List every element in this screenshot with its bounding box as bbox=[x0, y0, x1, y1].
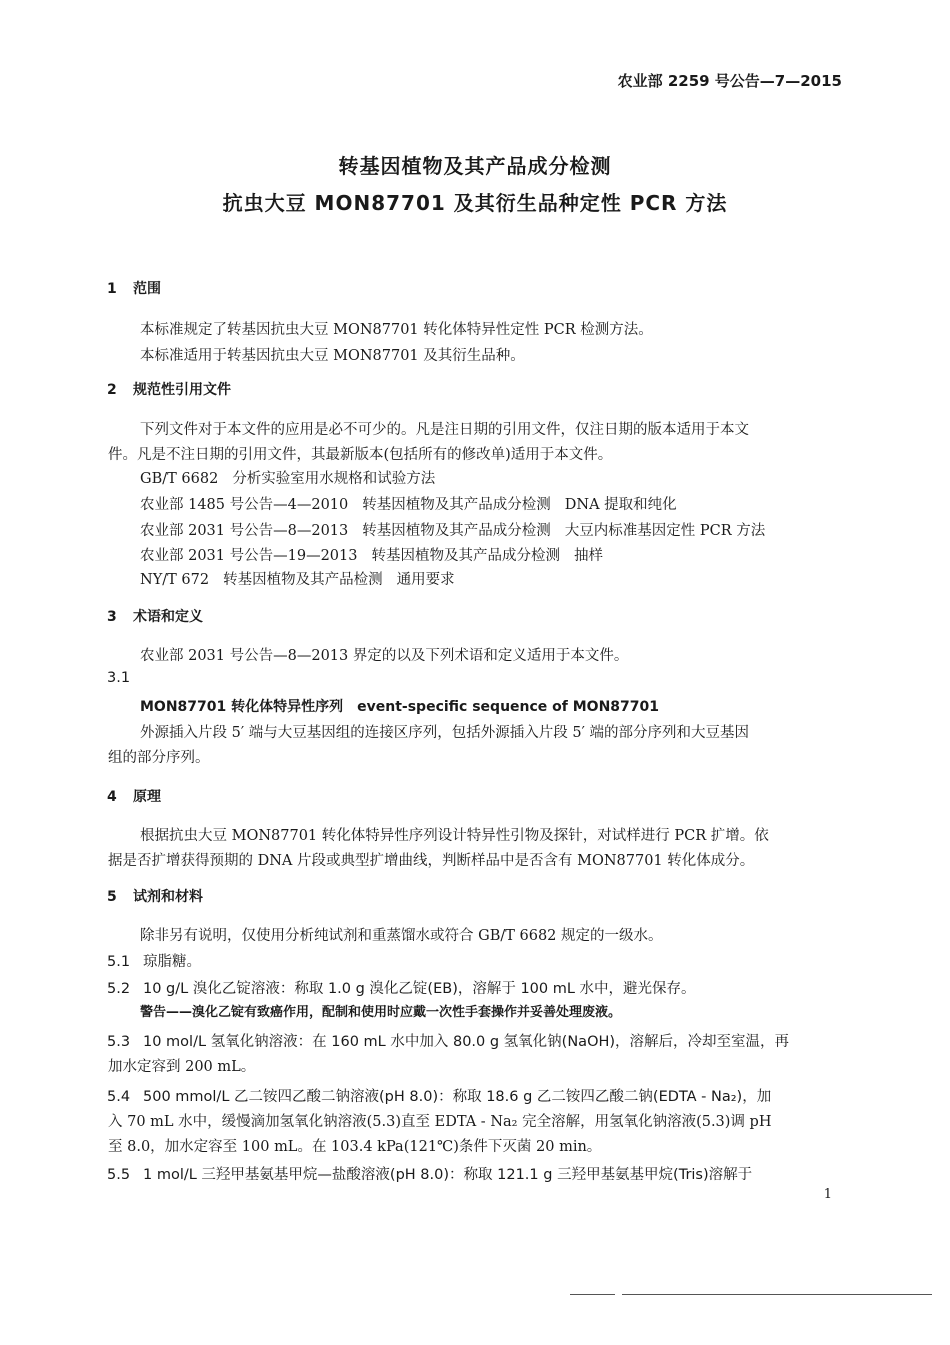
item-text: 10 g/L 溴化乙锭溶液：称取 1.0 g 溴化乙锭(EB)，溶解于 100 mL 水中，避光保存。 bbox=[143, 981, 696, 997]
reference-item bbox=[140, 493, 677, 514]
reference-code: NY/T 672 bbox=[140, 572, 210, 588]
paragraph: 据是否扩增获得预期的 DNA 片段或典型扩增曲线，判断样品中是否含有 MON87701 转化体成分。 bbox=[108, 853, 755, 869]
section-2-heading bbox=[107, 379, 231, 399]
paragraph: 件。凡是不注日期的引用文件，其最新版本(包括所有的修改单)适用于本文件。 bbox=[108, 447, 613, 463]
reference-subtitle: 抽样 bbox=[573, 548, 603, 564]
item-number: 5.2 bbox=[107, 981, 131, 997]
reagent-item bbox=[107, 1085, 771, 1106]
paragraph: 根据抗虫大豆 MON87701 转化体特异性序列设计特异性引物及探针，对试样进行 PCR 扩增。依 bbox=[140, 828, 769, 844]
section-3-heading bbox=[107, 606, 203, 626]
paragraph: 除非另有说明，仅使用分析纯试剂和重蒸馏水或符合 GB/T 6682 规定的一级水。 bbox=[140, 928, 663, 944]
page-number: 1 bbox=[823, 1187, 832, 1202]
item-number: 5.3 bbox=[107, 1034, 131, 1050]
reference-code: 农业部 2031 号公告—8—2013 bbox=[140, 523, 349, 539]
definition-text: 组的部分序列。 bbox=[108, 750, 210, 766]
section-number: 4 bbox=[107, 789, 117, 805]
footer-rule bbox=[622, 1294, 932, 1295]
term-english: event-specific sequence of MON87701 bbox=[357, 699, 660, 715]
item-text: 500 mmol/L 乙二铵四乙酸二钠溶液(pH 8.0)：称取 18.6 g 乙二铵四乙酸二钠(EDTA - Na₂)，加 bbox=[143, 1089, 772, 1105]
reference-title: 转基因植物及其产品成分检测 bbox=[362, 523, 551, 539]
reference-item bbox=[140, 544, 603, 565]
reference-subtitle: DNA 提取和纯化 bbox=[564, 497, 677, 513]
section-1-heading bbox=[107, 278, 161, 298]
reagent-item bbox=[107, 977, 696, 998]
subsection-number: 3.1 bbox=[107, 670, 131, 686]
item-text-continued: 至 8.0，加水定容至 100 mL。在 103.4 kPa(121℃)条件下灭菌 20 min。 bbox=[108, 1139, 602, 1155]
document-code: 农业部 2259 号公告—7—2015 bbox=[617, 72, 842, 90]
warning-note: 警告——溴化乙锭有致癌作用，配制和使用时应戴一次性手套操作并妥善处理废液。 bbox=[140, 1005, 622, 1020]
item-text-continued: 入 70 mL 水中，缓慢滴加氢氧化钠溶液(5.3)直至 EDTA - Na₂ 完全溶解，用氢氧化钠溶液(5.3)调 pH bbox=[108, 1114, 772, 1130]
item-number: 5.4 bbox=[107, 1089, 131, 1105]
term-heading bbox=[140, 696, 659, 716]
section-title: 术语和定义 bbox=[133, 609, 203, 625]
definition-text: 外源插入片段 5′ 端与大豆基因组的连接区序列，包括外源插入片段 5′ 端的部分序列和大豆基因 bbox=[140, 725, 749, 741]
section-number: 5 bbox=[107, 889, 117, 905]
section-number: 1 bbox=[107, 281, 117, 297]
item-text: 10 mol/L 氢氧化钠溶液：在 160 mL 水中加入 80.0 g 氢氧化钠(NaOH)，溶解后，冷却至室温，再 bbox=[143, 1034, 790, 1050]
paragraph: 下列文件对于本文件的应用是必不可少的。凡是注日期的引用文件，仅注日期的版本适用于本文 bbox=[140, 422, 749, 438]
item-text: 琼脂糖。 bbox=[143, 954, 201, 970]
section-title: 原理 bbox=[133, 789, 161, 805]
item-number: 5.5 bbox=[107, 1167, 131, 1183]
reference-item bbox=[140, 519, 765, 540]
section-title: 试剂和材料 bbox=[133, 889, 203, 905]
reference-subtitle: 通用要求 bbox=[396, 572, 455, 588]
item-number: 5.1 bbox=[107, 954, 131, 970]
reagent-item bbox=[107, 1163, 752, 1184]
reference-title: 转基因植物及其产品检测 bbox=[223, 572, 383, 588]
section-title: 范围 bbox=[133, 281, 161, 297]
reference-code: GB/T 6682 bbox=[140, 471, 219, 487]
reagent-item bbox=[107, 1030, 789, 1051]
term-chinese: MON87701 转化体特异性序列 bbox=[140, 699, 344, 715]
paragraph: 农业部 2031 号公告—8—2013 界定的以及下列术语和定义适用于本文件。 bbox=[140, 648, 629, 664]
reference-title: 转基因植物及其产品成分检测 bbox=[371, 548, 560, 564]
reference-code: 农业部 2031 号公告—19—2013 bbox=[140, 548, 358, 564]
reference-code: 农业部 1485 号公告—4—2010 bbox=[140, 497, 349, 513]
reference-item bbox=[140, 568, 455, 589]
section-number: 3 bbox=[107, 609, 117, 625]
reference-title: 转基因植物及其产品成分检测 bbox=[362, 497, 551, 513]
reference-title: 分析实验室用水规格和试验方法 bbox=[232, 471, 436, 487]
footer-rule bbox=[570, 1294, 615, 1295]
title-line-1: 转基因植物及其产品成分检测 bbox=[338, 154, 612, 178]
item-text: 1 mol/L 三羟甲基氨基甲烷—盐酸溶液(pH 8.0)：称取 121.1 g 三羟甲基氨基甲烷(Tris)溶解于 bbox=[143, 1167, 753, 1183]
section-number: 2 bbox=[107, 382, 117, 398]
title-line-2: 抗虫大豆 MON87701 及其衍生品种定性 PCR 方法 bbox=[222, 191, 728, 215]
reference-item bbox=[140, 467, 435, 488]
reference-subtitle: 大豆内标准基因定性 PCR 方法 bbox=[564, 523, 766, 539]
item-text-continued: 加水定容到 200 mL。 bbox=[108, 1059, 256, 1075]
paragraph: 本标准适用于转基因抗虫大豆 MON87701 及其衍生品种。 bbox=[140, 348, 525, 364]
reagent-item bbox=[107, 950, 201, 971]
section-5-heading bbox=[107, 886, 203, 906]
paragraph: 本标准规定了转基因抗虫大豆 MON87701 转化体特异性定性 PCR 检测方法。 bbox=[140, 322, 653, 338]
section-title: 规范性引用文件 bbox=[133, 382, 231, 398]
section-4-heading bbox=[107, 786, 161, 806]
